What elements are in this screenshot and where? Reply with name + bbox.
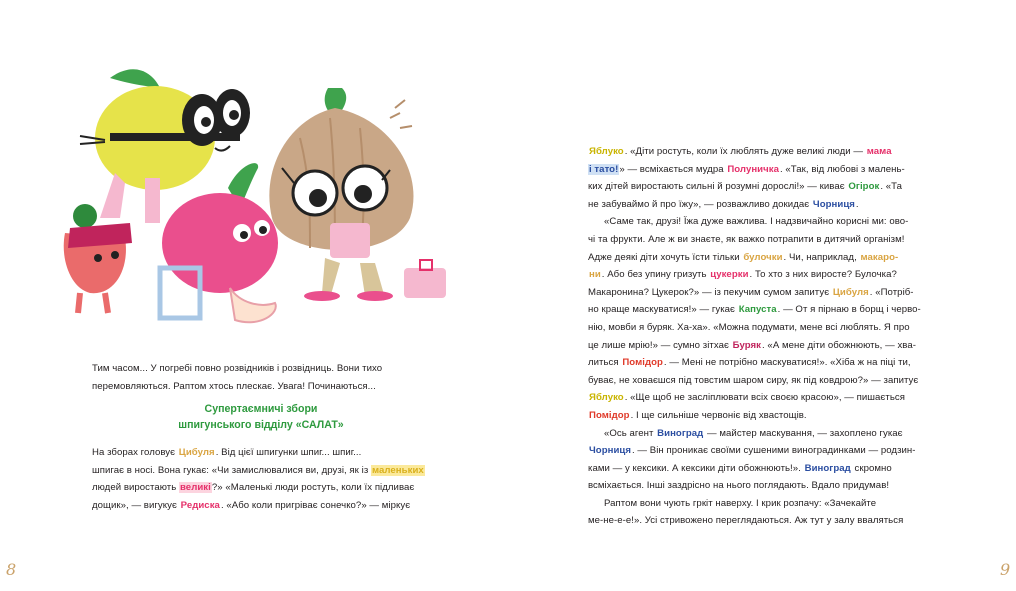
text-segment: . «Діти ростуть, коли їх люблять дуже великі люди — bbox=[624, 146, 866, 157]
text-line bbox=[588, 266, 948, 284]
text-line bbox=[588, 495, 948, 513]
text-segment: ?» «Маленькі люди ростуть, коли їх підливає bbox=[211, 482, 415, 494]
character-name-highlight: Яблуко bbox=[589, 146, 624, 157]
text-segment: «Саме так, друзі! Їжа дуже важлива. І надзвичайно корисні ми: ово- bbox=[604, 216, 909, 228]
text-segment: но краще маскуватися!» — гукає bbox=[588, 304, 738, 316]
text-segment: всміхається. Інші заздрісно на нього поглядають. Вдало придумав! bbox=[588, 480, 890, 492]
character-name-highlight: Буряк bbox=[732, 339, 761, 351]
character-name-highlight: Цибуля bbox=[178, 447, 215, 458]
text-segment: . Або без упину гризуть bbox=[601, 269, 710, 281]
text-segment: На зборах головує bbox=[92, 447, 178, 458]
text-segment: . «Так, від любові з малень- bbox=[779, 163, 905, 175]
text-line bbox=[92, 462, 430, 480]
text-line bbox=[588, 249, 948, 267]
character-name-highlight: Капуста bbox=[738, 304, 777, 316]
character-name-highlight: маленьких bbox=[372, 464, 424, 476]
character-name-highlight: Помідор bbox=[589, 409, 630, 421]
intro-paragraph bbox=[92, 360, 430, 395]
text-line bbox=[588, 143, 948, 161]
text-segment: . «Потріб- bbox=[869, 286, 914, 298]
text-segment: буває, не ховаєшся під товстим шаром сиру, як під ковдрою?» — запитує bbox=[588, 374, 919, 386]
text-segment: . «Ще щоб не засліплювати всіх своєю красою», — пишається bbox=[624, 392, 905, 404]
text-segment: литься bbox=[588, 357, 622, 369]
character-name-highlight: Чорниця bbox=[812, 198, 855, 210]
text-line bbox=[588, 389, 948, 407]
strawberry-character bbox=[64, 204, 132, 313]
text-line bbox=[588, 460, 948, 478]
right-page bbox=[508, 0, 1016, 591]
heading-line: шпигунського відділу «САЛАТ» bbox=[178, 418, 344, 431]
text-line bbox=[92, 479, 430, 497]
text-segment: . «Та bbox=[880, 181, 903, 193]
text-segment: Макаронина? Цукерок?» — із пекучим сумом запитує bbox=[588, 286, 832, 298]
intro-line: Тим часом... У погребі повно розвідників і розвідниць. Вони тихо bbox=[92, 363, 383, 374]
text-segment: . То хто з них виросте? Булочка? bbox=[749, 269, 897, 281]
text-line bbox=[588, 337, 948, 355]
text-segment: . Чи, наприклад, bbox=[783, 251, 860, 263]
radish-character bbox=[160, 163, 278, 322]
text-line bbox=[92, 497, 430, 515]
page-number-right: 9 bbox=[1000, 560, 1011, 579]
text-segment: людей виростають bbox=[92, 482, 179, 494]
text-segment: » — всміхається мудра bbox=[619, 163, 727, 175]
text-line bbox=[588, 319, 948, 337]
character-name-highlight: великі bbox=[179, 482, 211, 494]
text-segment: чі та фрукти. Але ж ви знаєте, як важко потрапити в дитячий організм! bbox=[588, 233, 905, 245]
text-line bbox=[588, 372, 948, 390]
text-segment: . bbox=[855, 198, 859, 210]
character-name-highlight: Виноград bbox=[657, 427, 704, 439]
text-line bbox=[588, 477, 948, 495]
character-name-highlight: Помідор bbox=[622, 357, 663, 369]
character-name-highlight: мама bbox=[866, 146, 892, 157]
text-line bbox=[588, 354, 948, 372]
character-name-highlight: Виноград bbox=[804, 462, 851, 474]
character-name-highlight: цукерки bbox=[710, 269, 749, 281]
character-name-highlight: Яблуко bbox=[589, 392, 624, 404]
character-name-highlight: макаро- bbox=[860, 251, 899, 263]
vegetable-characters-illustration bbox=[60, 58, 450, 348]
text-segment: . — Мені не потрібно маскуватися!». «Хіба ж на піці ти, bbox=[663, 357, 911, 369]
text-segment: — майстер маскування, — захоплено гукає bbox=[704, 427, 903, 439]
text-segment: . Від цієї шпигунки шпиг... шпиг... bbox=[215, 447, 362, 458]
text-segment: ками — у кексики. А кексики діти обожнюють!». bbox=[588, 462, 804, 474]
text-line bbox=[588, 512, 948, 530]
text-line bbox=[588, 161, 948, 179]
text-segment: . І ще сильніше червоніє від хвастощів. bbox=[630, 409, 807, 421]
text-segment: Раптом вони чують гркіт наверху. І крик розпачу: «Зачекайте bbox=[604, 497, 877, 509]
right-body-text bbox=[588, 143, 948, 530]
text-line bbox=[588, 196, 948, 214]
text-line bbox=[588, 301, 948, 319]
text-segment: не забуваймо й про їжу», — розважливо докидає bbox=[588, 198, 812, 210]
text-segment: . — Він проникає своїми сушеними виноградинками — родзин- bbox=[632, 445, 916, 457]
page-number-left: 8 bbox=[6, 560, 17, 579]
character-name-highlight: Огірок bbox=[848, 181, 880, 193]
character-name-highlight: Полуничка bbox=[727, 163, 779, 175]
character-name-highlight: Цибуля bbox=[832, 286, 869, 298]
text-line bbox=[588, 284, 948, 302]
character-name-highlight: Чорниця bbox=[589, 445, 631, 457]
onion-character bbox=[269, 88, 446, 301]
text-segment: ме-не-е-е!». Усі стривожено переглядаються. Аж тут у залу вваляться bbox=[588, 515, 904, 527]
heading-line: Супертаємничі збори bbox=[204, 403, 318, 415]
text-segment: ких дітей виростають сильні й розумні дорослі!» — киває bbox=[588, 181, 848, 193]
section-heading bbox=[92, 402, 430, 433]
text-segment: . «Або коли пригріває сонечко?» — міркує bbox=[220, 499, 411, 511]
text-segment: . «А мене діти обожнюють, — хва- bbox=[762, 339, 916, 351]
text-segment: скромно bbox=[851, 462, 892, 474]
text-segment: Адже деякі діти хочуть їсти тільки bbox=[588, 251, 743, 263]
intro-line: перемовляються. Раптом хтось плескає. Увага! Починаються... bbox=[92, 380, 376, 392]
left-body-text bbox=[92, 444, 430, 514]
text-segment: шпигає в носі. Вона гукає: «Чи замислювалися ви, друзі, як із bbox=[92, 464, 371, 476]
text-segment: це лише мрію!» — сумно зітхає bbox=[588, 339, 732, 351]
character-name-highlight: Редиска bbox=[180, 499, 220, 511]
text-line bbox=[588, 231, 948, 249]
text-segment: нію, мовби я буряк. Ха-ха». «Можна подумати, мене всі люблять. Я про bbox=[588, 321, 910, 333]
text-line bbox=[588, 407, 948, 425]
text-line bbox=[588, 178, 948, 196]
character-name-highlight: ни bbox=[589, 269, 601, 281]
text-line bbox=[588, 213, 948, 231]
text-segment: дощик», — вигукує bbox=[92, 499, 180, 511]
text-line bbox=[588, 425, 948, 443]
text-line bbox=[588, 442, 948, 460]
text-line bbox=[92, 444, 430, 462]
character-name-highlight: і тато! bbox=[589, 163, 619, 175]
character-name-highlight: булочки bbox=[743, 251, 783, 263]
text-segment: «Ось агент bbox=[604, 427, 657, 439]
text-segment: . — От я пірнаю в борщ і черво- bbox=[777, 304, 921, 316]
